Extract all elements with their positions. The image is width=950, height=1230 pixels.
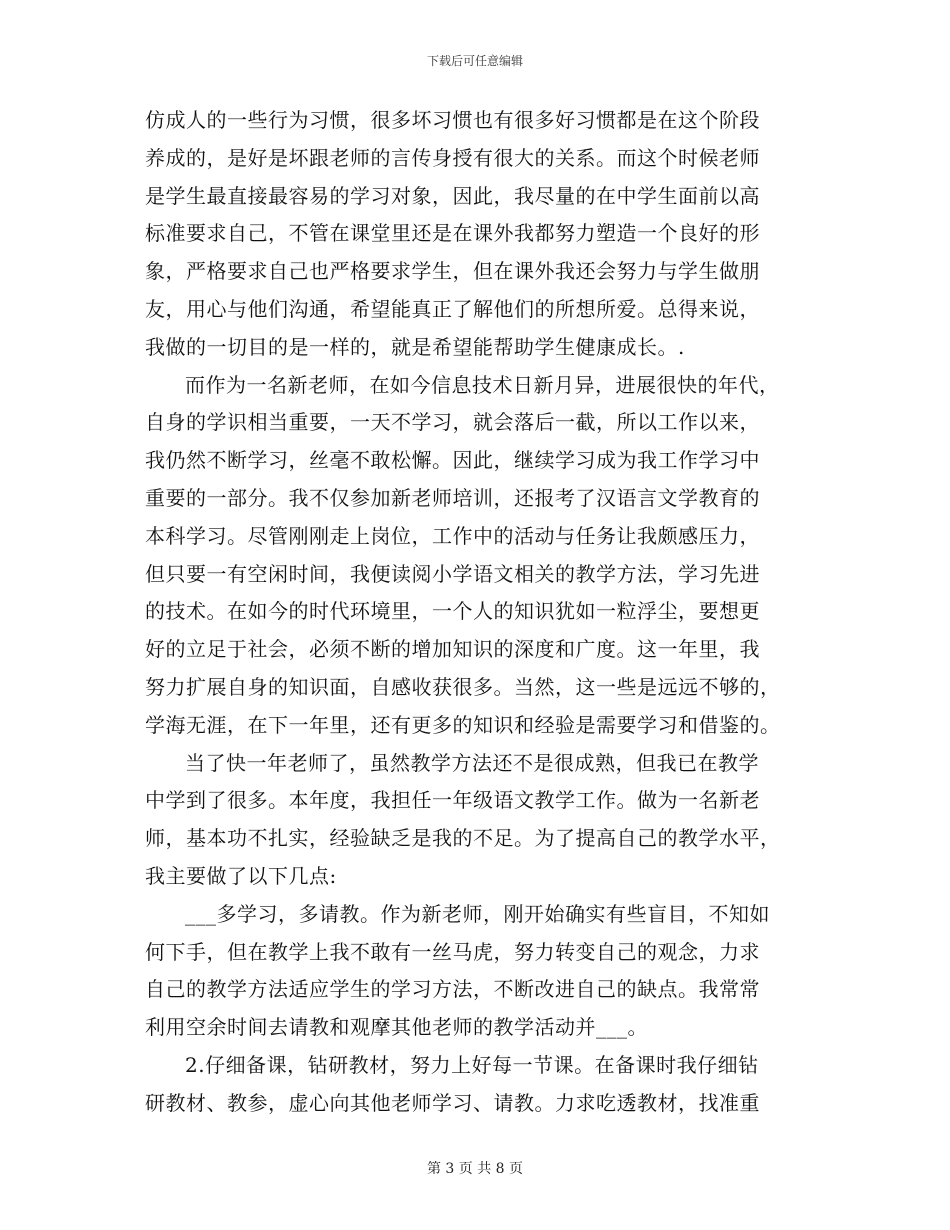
text-line: 养成的，是好是坏跟老师的言传身授有很大的关系。而这个时候老师 (145, 145, 760, 170)
text-line: 标准要求自己，不管在课堂里还是在课外我都努力塑造一个良好的形 (145, 221, 760, 246)
text-line: 何下手，但在教学上我不敢有一丝马虎，努力转变自己的观念，力求 (145, 939, 760, 964)
text-line: 师，基本功不扎实，经验缺乏是我的不足。为了提高自己的教学水平， (145, 826, 781, 851)
text-line: 友，用心与他们沟通，希望能真正了解他们的所想所爱。总得来说， (145, 296, 760, 321)
text-line: 研教材、教参，虚心向其他老师学习、请教。力求吃透教材，找准重 (145, 1090, 760, 1115)
text-line: 我主要做了以下几点: (145, 863, 337, 888)
document-body (145, 102, 810, 1123)
text-line: 自身的学识相当重要，一天不学习，就会落后一截，所以工作以来， (145, 410, 760, 435)
page-number-footer: 第 3 页 共 8 页 (426, 1161, 524, 1177)
text-line: 好的立足于社会，必须不断的增加知识的深度和广度。这一年里，我 (145, 637, 760, 662)
text-line: 仿成人的一些行为习惯，很多坏习惯也有很多好习惯都是在这个阶段 (145, 108, 760, 132)
text-line: 我做的一切目的是一样的，就是希望能帮助学生健康成长。. (145, 334, 685, 359)
paragraph-start-line: 2.仔细备课，钻研教材，努力上好每一节课。在备课时我仔细钻 (185, 1052, 759, 1077)
text-line: 的技术。在如今的时代环境里，一个人的知识犹如一粒浮尘，要想更 (145, 599, 760, 624)
text-line: 重要的一部分。我不仅参加新老师培训，还报考了汉语言文学教育的 (145, 485, 760, 510)
text-line: 本科学习。尽管刚刚走上岗位，工作中的活动与任务让我颇感压力， (145, 523, 760, 548)
text-line: 利用空余时间去请教和观摩其他老师的教学活动并___。 (145, 1015, 648, 1040)
text-line: 自己的教学方法适应学生的学习方法，不断改进自己的缺点。我常常 (145, 977, 760, 1002)
paragraph-start-line: 而作为一名新老师，在如今信息技术日新月异，进展很快的年代， (185, 372, 780, 397)
text-line: 学海无涯，在下一年里，还有更多的知识和经验是需要学习和借鉴的。 (145, 712, 781, 737)
text-line: 象，严格要求自己也严格要求学生，但在课外我还会努力与学生做朋 (145, 259, 760, 284)
paragraph-start-line: ___多学习，多请教。作为新老师，刚开始确实有些盲目，不知如 (185, 901, 770, 926)
text-line: 努力扩展自身的知识面，自感收获很多。当然，这一些是远远不够的， (145, 674, 781, 699)
text-line: 我仍然不断学习，丝毫不敢松懈。因此，继续学习成为我工作学习中 (145, 448, 760, 473)
page-header-note: 下载后可任意编辑 (426, 54, 523, 68)
paragraph-start-line: 当了快一年老师了，虽然教学方法还不是很成熟，但我已在教学 (185, 750, 759, 775)
text-line: 中学到了很多。本年度，我担任一年级语文教学工作。做为一名新老 (145, 788, 760, 813)
text-line: 是学生最直接最容易的学习对象，因此，我尽量的在中学生面前以高 (145, 183, 760, 208)
text-line: 但只要一有空闲时间，我便读阅小学语文相关的教学方法，学习先进 (145, 561, 760, 586)
